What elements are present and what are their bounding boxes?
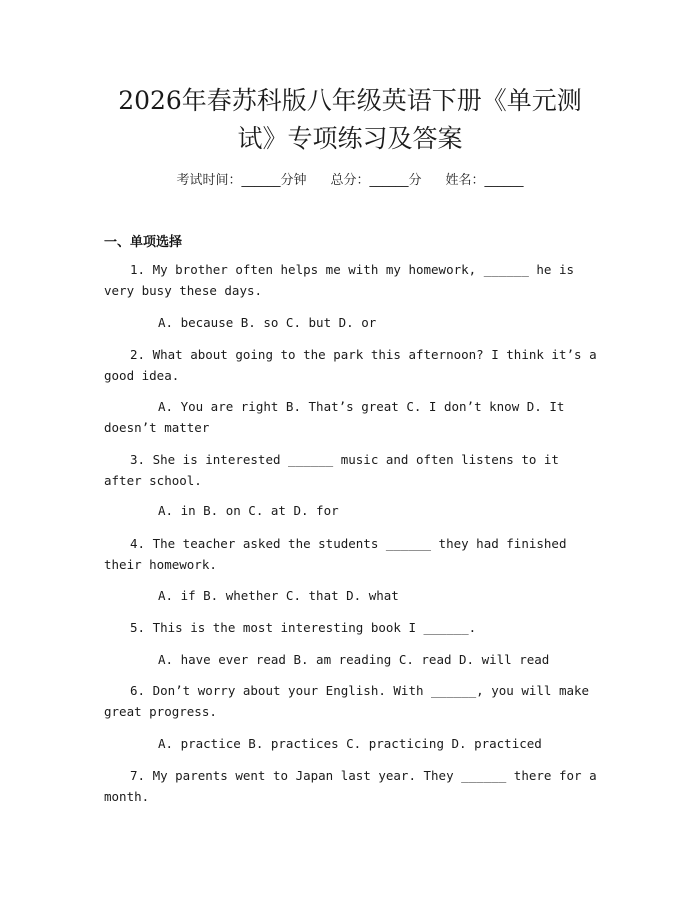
section-heading: 一、单项选择 bbox=[104, 235, 183, 250]
question-5-options: A. have ever read B. am reading C. read D. will read bbox=[158, 652, 550, 667]
question-7: 7. My parents went to Japan last year. They ______ there for a month. bbox=[104, 768, 597, 804]
question-2-options: A. You are right B. That’s great C. I don’t know D. It doesn’t matter bbox=[104, 399, 565, 435]
question-6: 6. Don’t worry about your English. With ______, you will make great progress. bbox=[104, 683, 590, 719]
exam-meta bbox=[0, 169, 700, 188]
page-title-line1: 2026年春苏科版八年级英语下册《单元测 bbox=[118, 86, 582, 115]
question-2: 2. What about going to the park this afternoon? I think it’s a good idea. bbox=[104, 347, 597, 383]
question-3-options: A. in B. on C. at D. for bbox=[158, 503, 339, 518]
page-title-line2: 试》专项练习及答案 bbox=[237, 124, 463, 153]
exam-time: 考试时间：______分钟 bbox=[176, 173, 307, 188]
question-4-options: A. if B. whether C. that D. what bbox=[158, 588, 399, 603]
question-6-options: A. practice B. practices C. practicing D. practiced bbox=[158, 736, 542, 751]
question-1-options: A. because B. so C. but D. or bbox=[158, 315, 377, 330]
question-5: 5. This is the most interesting book I ______. bbox=[130, 620, 477, 635]
question-4: 4. The teacher asked the students ______ they had finished their homework. bbox=[104, 536, 567, 572]
exam-name: 姓名：______ bbox=[445, 173, 524, 188]
question-3: 3. She is interested ______ music and often listens to it after school. bbox=[104, 452, 559, 488]
question-1: 1. My brother often helps me with my homework, ______ he is very busy these days. bbox=[104, 262, 575, 298]
exam-score: 总分：______分 bbox=[330, 173, 422, 188]
